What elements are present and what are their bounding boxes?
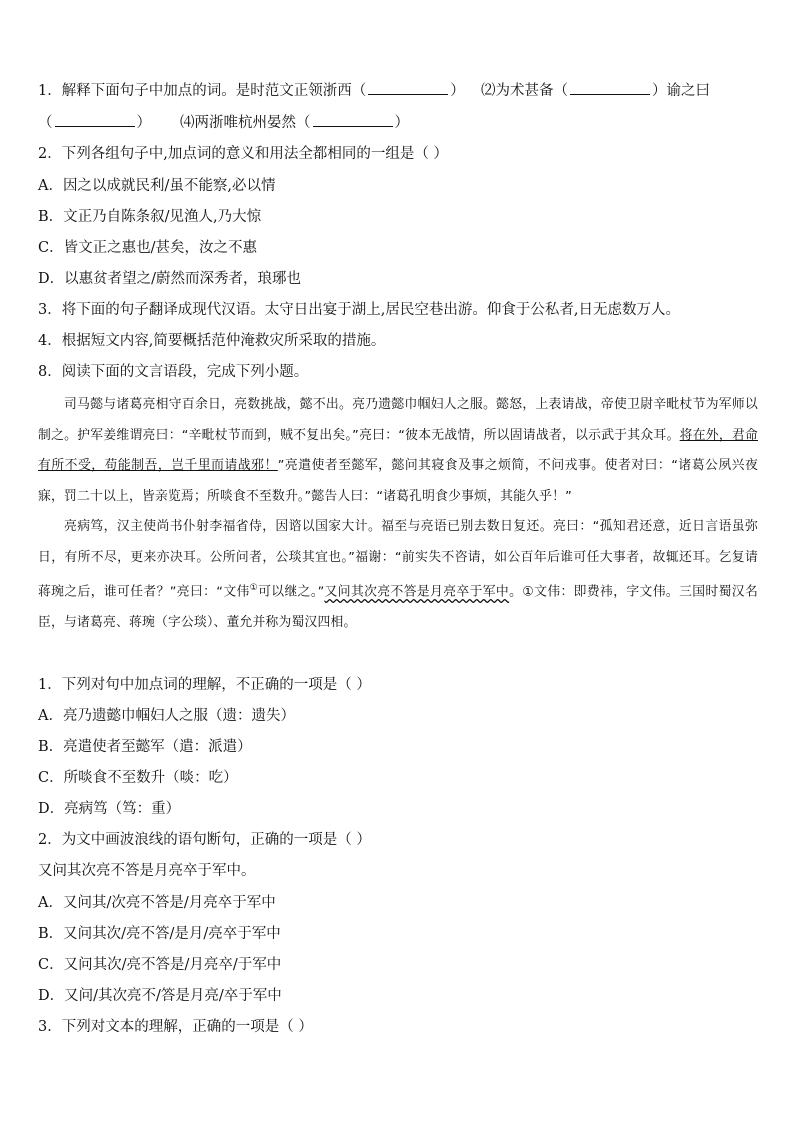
passage-paragraph-2	[38, 512, 758, 638]
q1-text-c: ⑵为术甚备（	[481, 83, 568, 99]
q1-text-f: ）	[136, 115, 151, 131]
answer-blank[interactable]	[55, 114, 135, 127]
q1-line1	[38, 82, 465, 100]
q1-text-a: 1．解释下面句子中加点的词。是时范文正领浙西（	[38, 83, 367, 99]
sub1-option-b: B．亮遣使者至懿军（遣：派遣）	[38, 739, 252, 755]
q4-question: 4．根据短文内容,简要概括范仲淹救灾所采取的措施。	[38, 333, 386, 349]
classical-passage	[38, 390, 758, 638]
q8-instruction: 8．阅读下面的文言语段，完成下列小题。	[38, 364, 309, 380]
q2-option-b: B．文正乃自陈条叙/见渔人,乃大惊	[38, 209, 262, 225]
footnote-marker: ①	[249, 583, 259, 593]
passage-text: ”亮遣使者至懿军，懿问其寝食及事之烦简，不问戎事。使者对曰：“诸葛公夙兴夜寐，罚二十以上，皆亲览焉；所啖食不至数升。”懿告人曰：“诸葛孔明食少事烦，其能久乎！”	[38, 458, 758, 504]
passage-footnote: 。①文伟：即费祎，字文伟。三国时蜀汉名臣，与诸葛亮、蒋琬（字公琰）、董允并称为蜀汉四相。	[38, 584, 758, 630]
sub1-option-c: C．所啖食不至数升（啖：吃）	[38, 770, 238, 786]
q3-question: 3．将下面的句子翻译成现代汉语。太守日出宴于湖上,居民空巷出游。仰食于公私者,日无虑数万人。	[38, 302, 680, 318]
sub2-stem: 2．为文中画波浪线的语句断句，正确的一项是（ ）	[38, 832, 371, 848]
q2-option-d: D．以惠贫者望之/蔚然而深秀者，琅琊也	[38, 271, 302, 287]
sub2-option-d: D．又问/其次亮不/答是月亮/卒于军中	[38, 988, 282, 1004]
passage-text: 亮病笃，汉主使尚书仆射李福省侍，因谘以国家大计。福至与亮语已别去数日复还。亮曰：“孤知君还意，近日言语虽弥日，有所不尽，更来亦决耳。公所问者，公琰其宜也。”福谢：“前实失不咨请，如公百年后谁可任大事者，故辄还耳。乞复请蒋琬之后，谁可任者？”亮曰：“文伟	[38, 519, 758, 600]
sub2-option-c: C．又问其次/亮不答是/月亮卒/于军中	[38, 957, 282, 973]
sub3-stem: 3．下列对文本的理解，正确的一项是（ ）	[38, 1019, 313, 1035]
q1-text-h: ）	[394, 115, 409, 131]
wavy-underlined-sentence: 又问其次亮不答是月亮卒于军中	[324, 584, 510, 600]
sub1-stem: 1．下列对句中加点词的理解，不正确的一项是（ ）	[38, 677, 371, 693]
answer-blank[interactable]	[368, 82, 448, 95]
q2-option-c: C．皆文正之惠也/甚矣，汝之不惠	[38, 240, 257, 256]
passage-text: 司马懿与诸葛亮相守百余日，亮数挑战，懿不出。亮乃遗懿巾帼妇人之服。懿怒，上表请战，帝使卫尉辛毗杖节为军师以制之。护军姜维谓亮曰：“辛毗杖节而到，贼不复出矣。”亮曰：“彼本无战情，所以固请战者，以示武于其众耳。	[38, 397, 758, 443]
sub2-option-b: B．又问其次/亮不答/是月/亮卒于军中	[38, 926, 281, 942]
q2-option-a: A．因之以成就民利/虽不能察,必以情	[38, 178, 276, 194]
passage-text: 可以继之。”	[258, 584, 325, 600]
q1-text-g: ⑷两浙唯杭州晏然（	[180, 115, 311, 131]
q1-text-e: （	[38, 115, 53, 131]
q1-line2	[38, 114, 151, 132]
q1-item4	[180, 114, 409, 132]
q2-stem: 2．下列各组句子中,加点词的意义和用法全都相同的一组是（ ）	[38, 146, 448, 162]
answer-blank[interactable]	[313, 114, 393, 127]
answer-blank[interactable]	[570, 82, 650, 95]
underlined-sentence: 将在外，君命有所不受，苟能制吾，岂千里而请战邪！	[38, 427, 758, 473]
sub2-option-a: A．又问其/次亮不答是/月亮卒于军中	[38, 895, 276, 911]
q1-item2	[481, 82, 710, 100]
passage-paragraph-1	[38, 390, 758, 512]
sub1-option-a: A．亮乃遗懿巾帼妇人之服（遗：遗失）	[38, 708, 295, 724]
sub2-sentence: 又问其次亮不答是月亮卒于军中。	[38, 863, 256, 879]
sub1-option-d: D．亮病笃（笃：重）	[38, 801, 181, 817]
q1-text-b: ）	[450, 83, 465, 99]
q1-text-d: ）谕之曰	[652, 83, 710, 99]
